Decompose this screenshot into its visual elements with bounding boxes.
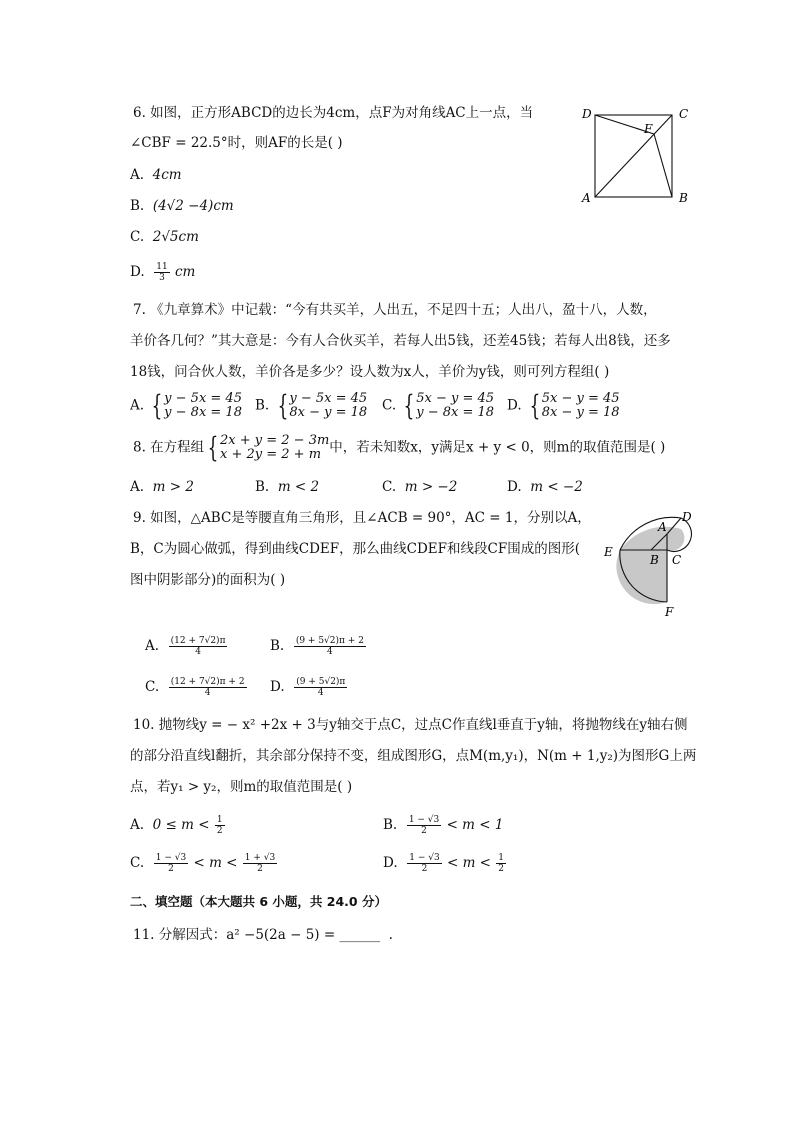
q8-option-b: B. m < 2: [255, 479, 320, 495]
q6-label-c: C: [679, 107, 689, 121]
q8-option-a: A. m > 2: [130, 479, 194, 495]
q6-option-b: B. (4√2 −4)cm: [130, 198, 234, 214]
q7-line1: 7. 《九章算术》中记载：“今有共买羊，人出五，不足四十五；人出八，盈十八，人数，: [133, 302, 657, 318]
q9-line3: 图中阴影部分)的面积为( ): [130, 572, 286, 588]
q7-option-c: C. { 5x − y = 45 y − 8x = 18: [382, 389, 495, 422]
q7-option-a: A. { y − 5x = 45 y − 8x = 18: [130, 389, 242, 422]
q7-line2: 羊价各几何？”其大意是：今有人合伙买羊，若每人出5钱，还差45钱；若每人出8钱，还多: [130, 333, 671, 349]
q6-stem-line1: 6. 如图，正方形ABCD的边长为4cm，点F为对角线AC上一点，当: [133, 105, 534, 121]
q11-answer-blank[interactable]: ______: [339, 927, 380, 943]
q9-label-e: E: [604, 545, 613, 559]
q7-option-b: B. { y − 5x = 45 8x − y = 18: [255, 389, 368, 422]
q9-option-a: A. $\frac{(12 + 7√2)\pi}{4}$: [145, 636, 226, 657]
q6-option-a: A. 4cm: [130, 167, 182, 183]
q9-label-b: B: [650, 553, 659, 567]
q8-option-d: D. m < −2: [507, 479, 583, 495]
q10-line3: 点，若y₁ > y₂，则m的取值范围是( ): [130, 779, 353, 795]
q9-label-d: D: [682, 510, 692, 524]
q9-label-a: A: [658, 520, 667, 534]
q11-stem: 11. 分解因式：a² −5(2a − 5) = ______ .: [133, 927, 393, 943]
q10-option-c: C. $\frac{1 - √3}{2}$ < m < $\frac{1 + √3}{2}$: [130, 853, 276, 874]
q9-label-f: F: [665, 605, 674, 619]
q10-line1: 10. 抛物线y = − x² +2x + 3与y轴交于点C，过点C作直线l垂直于y轴，将抛物线在y轴右侧: [133, 717, 688, 733]
q6-square-figure: [576, 104, 696, 206]
q6-option-d: D. $\frac{11}{3}$ cm: [130, 262, 196, 283]
q6-label-a: A: [582, 191, 591, 205]
q6-label-f: F: [644, 122, 653, 136]
q10-line2: 的部分沿直线l翻折，其余部分保持不变，组成图形G，点M(m,y₁)，N(m + 1,y₂)为图形G上两: [130, 748, 697, 764]
q9-line2: B，C为圆心做弧，得到曲线CDEF，那么曲线CDEF和线段CF围成的图形(: [130, 541, 580, 557]
q10-option-b: B. $\frac{1 - √3}{2}$ < m < 1: [383, 815, 504, 836]
q10-option-d: D. $\frac{1 - √3}{2}$ < m < $\frac{1}{2}$: [383, 853, 505, 874]
q9-option-b: B. $\frac{(9 + 5√2)\pi + 2}{4}$: [270, 636, 364, 657]
q7-option-d: D. { 5x − y = 45 8x − y = 18: [507, 389, 620, 422]
q9-line1: 9. 如图，△ABC是等腰直角三角形，且∠ACB = 90°，AC = 1，分别以A，: [133, 510, 591, 526]
q9-label-c: C: [672, 553, 682, 567]
section-fill-in-title: 二、填空题（本大题共 6 小题，共 24.0 分）: [130, 894, 387, 909]
q6-option-c: C. 2√5cm: [130, 229, 199, 245]
q9-arc-figure: [596, 506, 706, 620]
q10-option-a: A. 0 ≤ m < $\frac{1}{2}$: [130, 815, 223, 836]
q7-line3: 18钱，问合伙人数，羊价各是多少？设人数为x人，羊价为y钱，则可列方程组( ): [130, 364, 610, 380]
q8-stem: 8. 在方程组 { 2x + y = 2 − 3m x + 2y = 2 + m 中，若未知数x，y满足x + y < 0，则m的取值范围是( ): [133, 431, 666, 464]
q8-option-c: C. m > −2: [382, 479, 458, 495]
q6-label-d: D: [582, 107, 592, 121]
q9-option-d: D. $\frac{(9 + 5√2)\pi}{4}$: [270, 677, 346, 698]
q6-label-b: B: [679, 191, 688, 205]
q9-option-c: C. $\frac{(12 + 7√2)\pi + 2}{4}$: [145, 677, 245, 698]
q6-stem-line2: ∠CBF = 22.5°时，则AF的长是( ): [130, 135, 343, 151]
